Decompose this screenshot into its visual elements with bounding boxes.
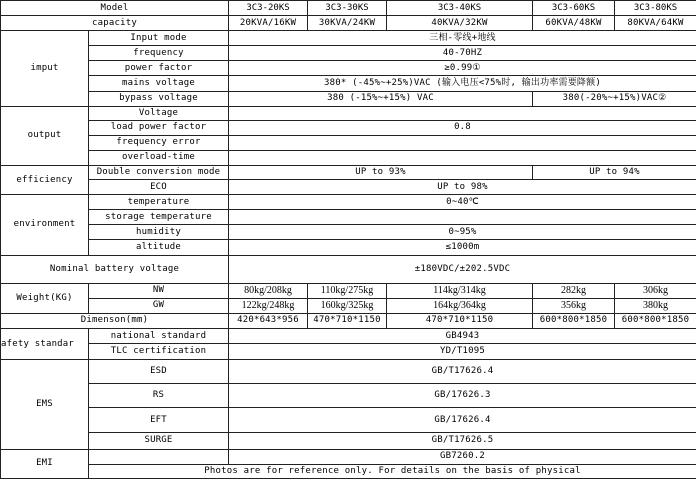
frequency-error-label: frequency error [89, 135, 229, 150]
surge-value: GB/T17626.5 [229, 432, 696, 449]
surge-label: SURGE [89, 432, 229, 449]
frequency-error-value [229, 135, 696, 150]
gross-weight-value: 160kg/325kg [308, 298, 387, 313]
gross-weight-value: 164kg/364kg [387, 298, 533, 313]
esd-label: ESD [89, 360, 229, 384]
rs-label: RS [89, 384, 229, 408]
model-label: Model [1, 1, 229, 16]
humidity-label: humidity [89, 225, 229, 240]
gross-weight-value: 356kg [533, 298, 615, 313]
gross-weight-value: 380kg [615, 298, 696, 313]
double-conversion-value-a: UP to 93% [229, 166, 533, 180]
input-section-label: imput [1, 31, 89, 106]
bypass-voltage-label: bypass voltage [89, 91, 229, 106]
dimension-value: 470*710*1150 [308, 313, 387, 328]
national-standard-row [1, 329, 696, 344]
power-factor-value: ≥0.99① [229, 61, 696, 76]
storage-temperature-label: storage temperature [89, 210, 229, 225]
overload-time-label: overload-time [89, 150, 229, 165]
rs-value: GB/17626.3 [229, 384, 696, 408]
input-frequency-label: frequency [89, 46, 229, 61]
output-voltage-label: Voltage [89, 106, 229, 120]
capacity-value: 60KVA/48KW [533, 16, 615, 31]
capacity-row [1, 16, 696, 31]
load-power-factor-label: load power factor [89, 120, 229, 135]
safety-section-label: afety standar [1, 329, 89, 360]
frequency-error-row [1, 135, 696, 150]
net-weight-value: 80kg/208kg [229, 283, 308, 298]
net-weight-row [1, 283, 696, 298]
model-name: 3C3-80KS [615, 1, 696, 16]
dimension-row [1, 313, 696, 328]
power-factor-row [1, 61, 696, 76]
humidity-row [1, 225, 696, 240]
altitude-value: ≤1000m [229, 240, 696, 255]
environment-section-label: environment [1, 195, 89, 255]
input-frequency-row [1, 46, 696, 61]
net-weight-label: NW [89, 283, 229, 298]
storage-temperature-value [229, 210, 696, 225]
double-conversion-label: Double conversion mode [89, 166, 229, 180]
double-conversion-value-b: UP to 94% [533, 166, 696, 180]
dimension-value: 600*800*1850 [533, 313, 615, 328]
tlc-certification-value: YD/T1095 [229, 344, 696, 360]
model-row [1, 1, 696, 16]
humidity-value: 0~95% [229, 225, 696, 240]
emi-section-label: EMI [1, 449, 89, 478]
emi-sublabel [89, 449, 229, 464]
temperature-value: 0~40℃ [229, 195, 696, 210]
tlc-certification-row [1, 344, 696, 360]
mains-voltage-label: mains voltage [89, 76, 229, 91]
temperature-row [1, 195, 696, 210]
load-power-factor-value: 0.8 [229, 120, 696, 135]
net-weight-value: 306kg [615, 283, 696, 298]
gross-weight-row [1, 298, 696, 313]
esd-row [1, 360, 696, 384]
input-mode-row [1, 31, 696, 46]
dimension-value: 470*710*1150 [387, 313, 533, 328]
temperature-label: temperature [89, 195, 229, 210]
gross-weight-label: GW [89, 298, 229, 313]
eft-label: EFT [89, 408, 229, 432]
national-standard-label: national standard [89, 329, 229, 344]
double-conversion-row [1, 166, 696, 180]
capacity-label: capacity [1, 16, 229, 31]
net-weight-value: 110kg/275kg [308, 283, 387, 298]
storage-temperature-row [1, 210, 696, 225]
eco-label: ECO [89, 180, 229, 195]
capacity-value: 40KVA/32KW [387, 16, 533, 31]
capacity-value: 20KVA/16KW [229, 16, 308, 31]
mains-voltage-row [1, 76, 696, 91]
ems-section-label: EMS [1, 360, 89, 450]
altitude-label: altitude [89, 240, 229, 255]
output-section-label: output [1, 106, 89, 165]
bypass-voltage-value-a: 380 (-15%~+15%) VAC [229, 91, 533, 106]
output-voltage-value [229, 106, 696, 120]
dimension-value: 420*643*956 [229, 313, 308, 328]
efficiency-section-label: efficiency [1, 166, 89, 195]
capacity-value: 80KVA/64KW [615, 16, 696, 31]
overload-time-value [229, 150, 696, 165]
model-name: 3C3-40KS [387, 1, 533, 16]
eft-value: GB/17626.4 [229, 408, 696, 432]
model-name: 3C3-30KS [308, 1, 387, 16]
model-name: 3C3-20KS [229, 1, 308, 16]
net-weight-value: 282kg [533, 283, 615, 298]
national-standard-value: GB4943 [229, 329, 696, 344]
output-voltage-row [1, 106, 696, 120]
power-factor-label: power factor [89, 61, 229, 76]
bypass-voltage-value-b: 380(-20%~+15%)VAC② [533, 91, 696, 106]
esd-value: GB/T17626.4 [229, 360, 696, 384]
altitude-row [1, 240, 696, 255]
eft-row [1, 408, 696, 432]
footer-note: Photos are for reference only. For details on the basis of physical [89, 464, 696, 478]
dimension-label: Dimenson(mm) [1, 313, 229, 328]
weight-section-label: Weight(KG) [1, 283, 89, 313]
capacity-value: 30KVA/24KW [308, 16, 387, 31]
surge-row [1, 432, 696, 449]
footer-row [1, 464, 696, 478]
tlc-certification-label: TLC certification [89, 344, 229, 360]
rs-row [1, 384, 696, 408]
emi-value: GB7260.2 [229, 449, 696, 464]
mains-voltage-value: 380* (-45%~+25%)VAC (输入电压<75%时, 输出功率需要降额) [229, 76, 696, 91]
input-mode-value: 三相-零线+地线 [229, 31, 696, 46]
battery-voltage-value: ±180VDC/±202.5VDC [229, 255, 696, 283]
emi-row [1, 449, 696, 464]
input-frequency-value: 40-70HZ [229, 46, 696, 61]
load-power-factor-row [1, 120, 696, 135]
net-weight-value: 114kg/314kg [387, 283, 533, 298]
battery-voltage-row [1, 255, 696, 283]
bypass-voltage-row [1, 91, 696, 106]
model-name: 3C3-60KS [533, 1, 615, 16]
gross-weight-value: 122kg/248kg [229, 298, 308, 313]
eco-value: UP to 98% [229, 180, 696, 195]
eco-row [1, 180, 696, 195]
battery-voltage-label: Nominal battery voltage [1, 255, 229, 283]
input-mode-label: Input mode [89, 31, 229, 46]
overload-time-row [1, 150, 696, 165]
dimension-value: 600*800*1850 [615, 313, 696, 328]
